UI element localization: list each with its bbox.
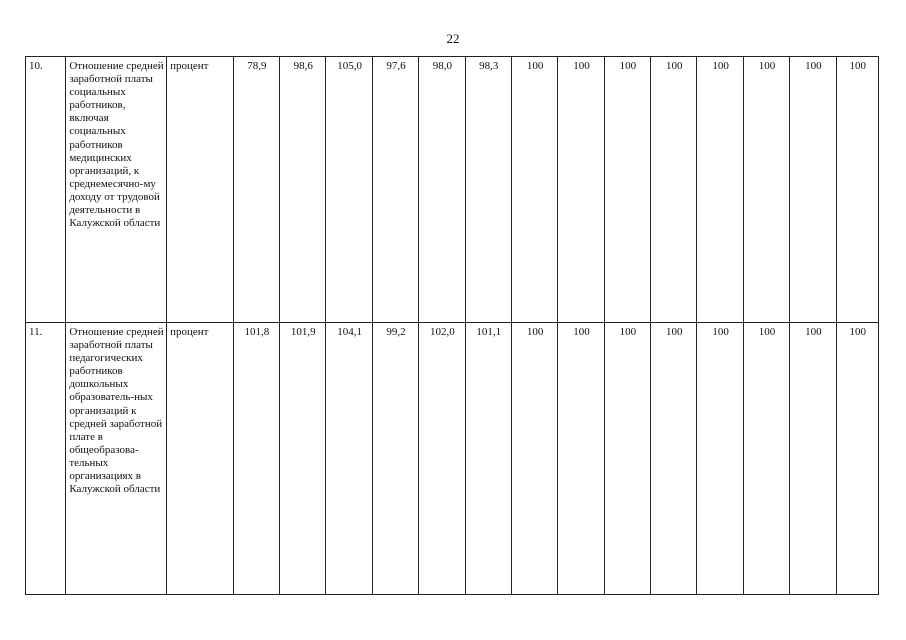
unit-cell: процент (167, 323, 234, 595)
value-cell: 97,6 (372, 57, 418, 323)
value-cell: 100 (604, 323, 650, 595)
table-row (26, 57, 879, 323)
value-cell: 104,1 (326, 323, 372, 595)
value-cell: 100 (651, 323, 697, 595)
value-cell: 100 (651, 57, 697, 323)
indicator-name: Отношение средней заработной платы социальных работников, включая социальных работников медицинских организаций, к среднемесячно-му доходу от трудовой деятельности в Калужской области (66, 57, 167, 323)
value-cell: 100 (743, 323, 789, 595)
value-cell: 98,6 (280, 57, 326, 323)
value-cell: 100 (697, 57, 743, 323)
page-number: 22 (446, 31, 460, 46)
table-row (26, 323, 879, 595)
value-cell: 100 (511, 57, 557, 323)
value-cell: 100 (790, 57, 836, 323)
indicator-name: Отношение средней заработной платы педагогических работников дошкольных образователь-ных организаций к средней заработной плате в общеобразова-тельных организациях в Калужской области (66, 323, 167, 595)
value-cell: 101,1 (465, 323, 511, 595)
value-cell: 105,0 (326, 57, 372, 323)
value-cell: 100 (697, 323, 743, 595)
indicators-table (25, 56, 879, 595)
unit-cell: процент (167, 57, 234, 323)
value-cell: 100 (836, 323, 878, 595)
value-cell: 98,3 (465, 57, 511, 323)
value-cell: 98,0 (419, 57, 465, 323)
value-cell: 99,2 (372, 323, 418, 595)
value-cell: 78,9 (233, 57, 279, 323)
row-number: 11. (26, 323, 66, 595)
value-cell: 100 (558, 323, 604, 595)
value-cell: 101,8 (233, 323, 279, 595)
value-cell: 100 (836, 57, 878, 323)
value-cell: 101,9 (280, 323, 326, 595)
value-cell: 100 (558, 57, 604, 323)
row-number: 10. (26, 57, 66, 323)
value-cell: 100 (511, 323, 557, 595)
value-cell: 100 (604, 57, 650, 323)
value-cell: 100 (790, 323, 836, 595)
value-cell: 100 (743, 57, 789, 323)
value-cell: 102,0 (419, 323, 465, 595)
